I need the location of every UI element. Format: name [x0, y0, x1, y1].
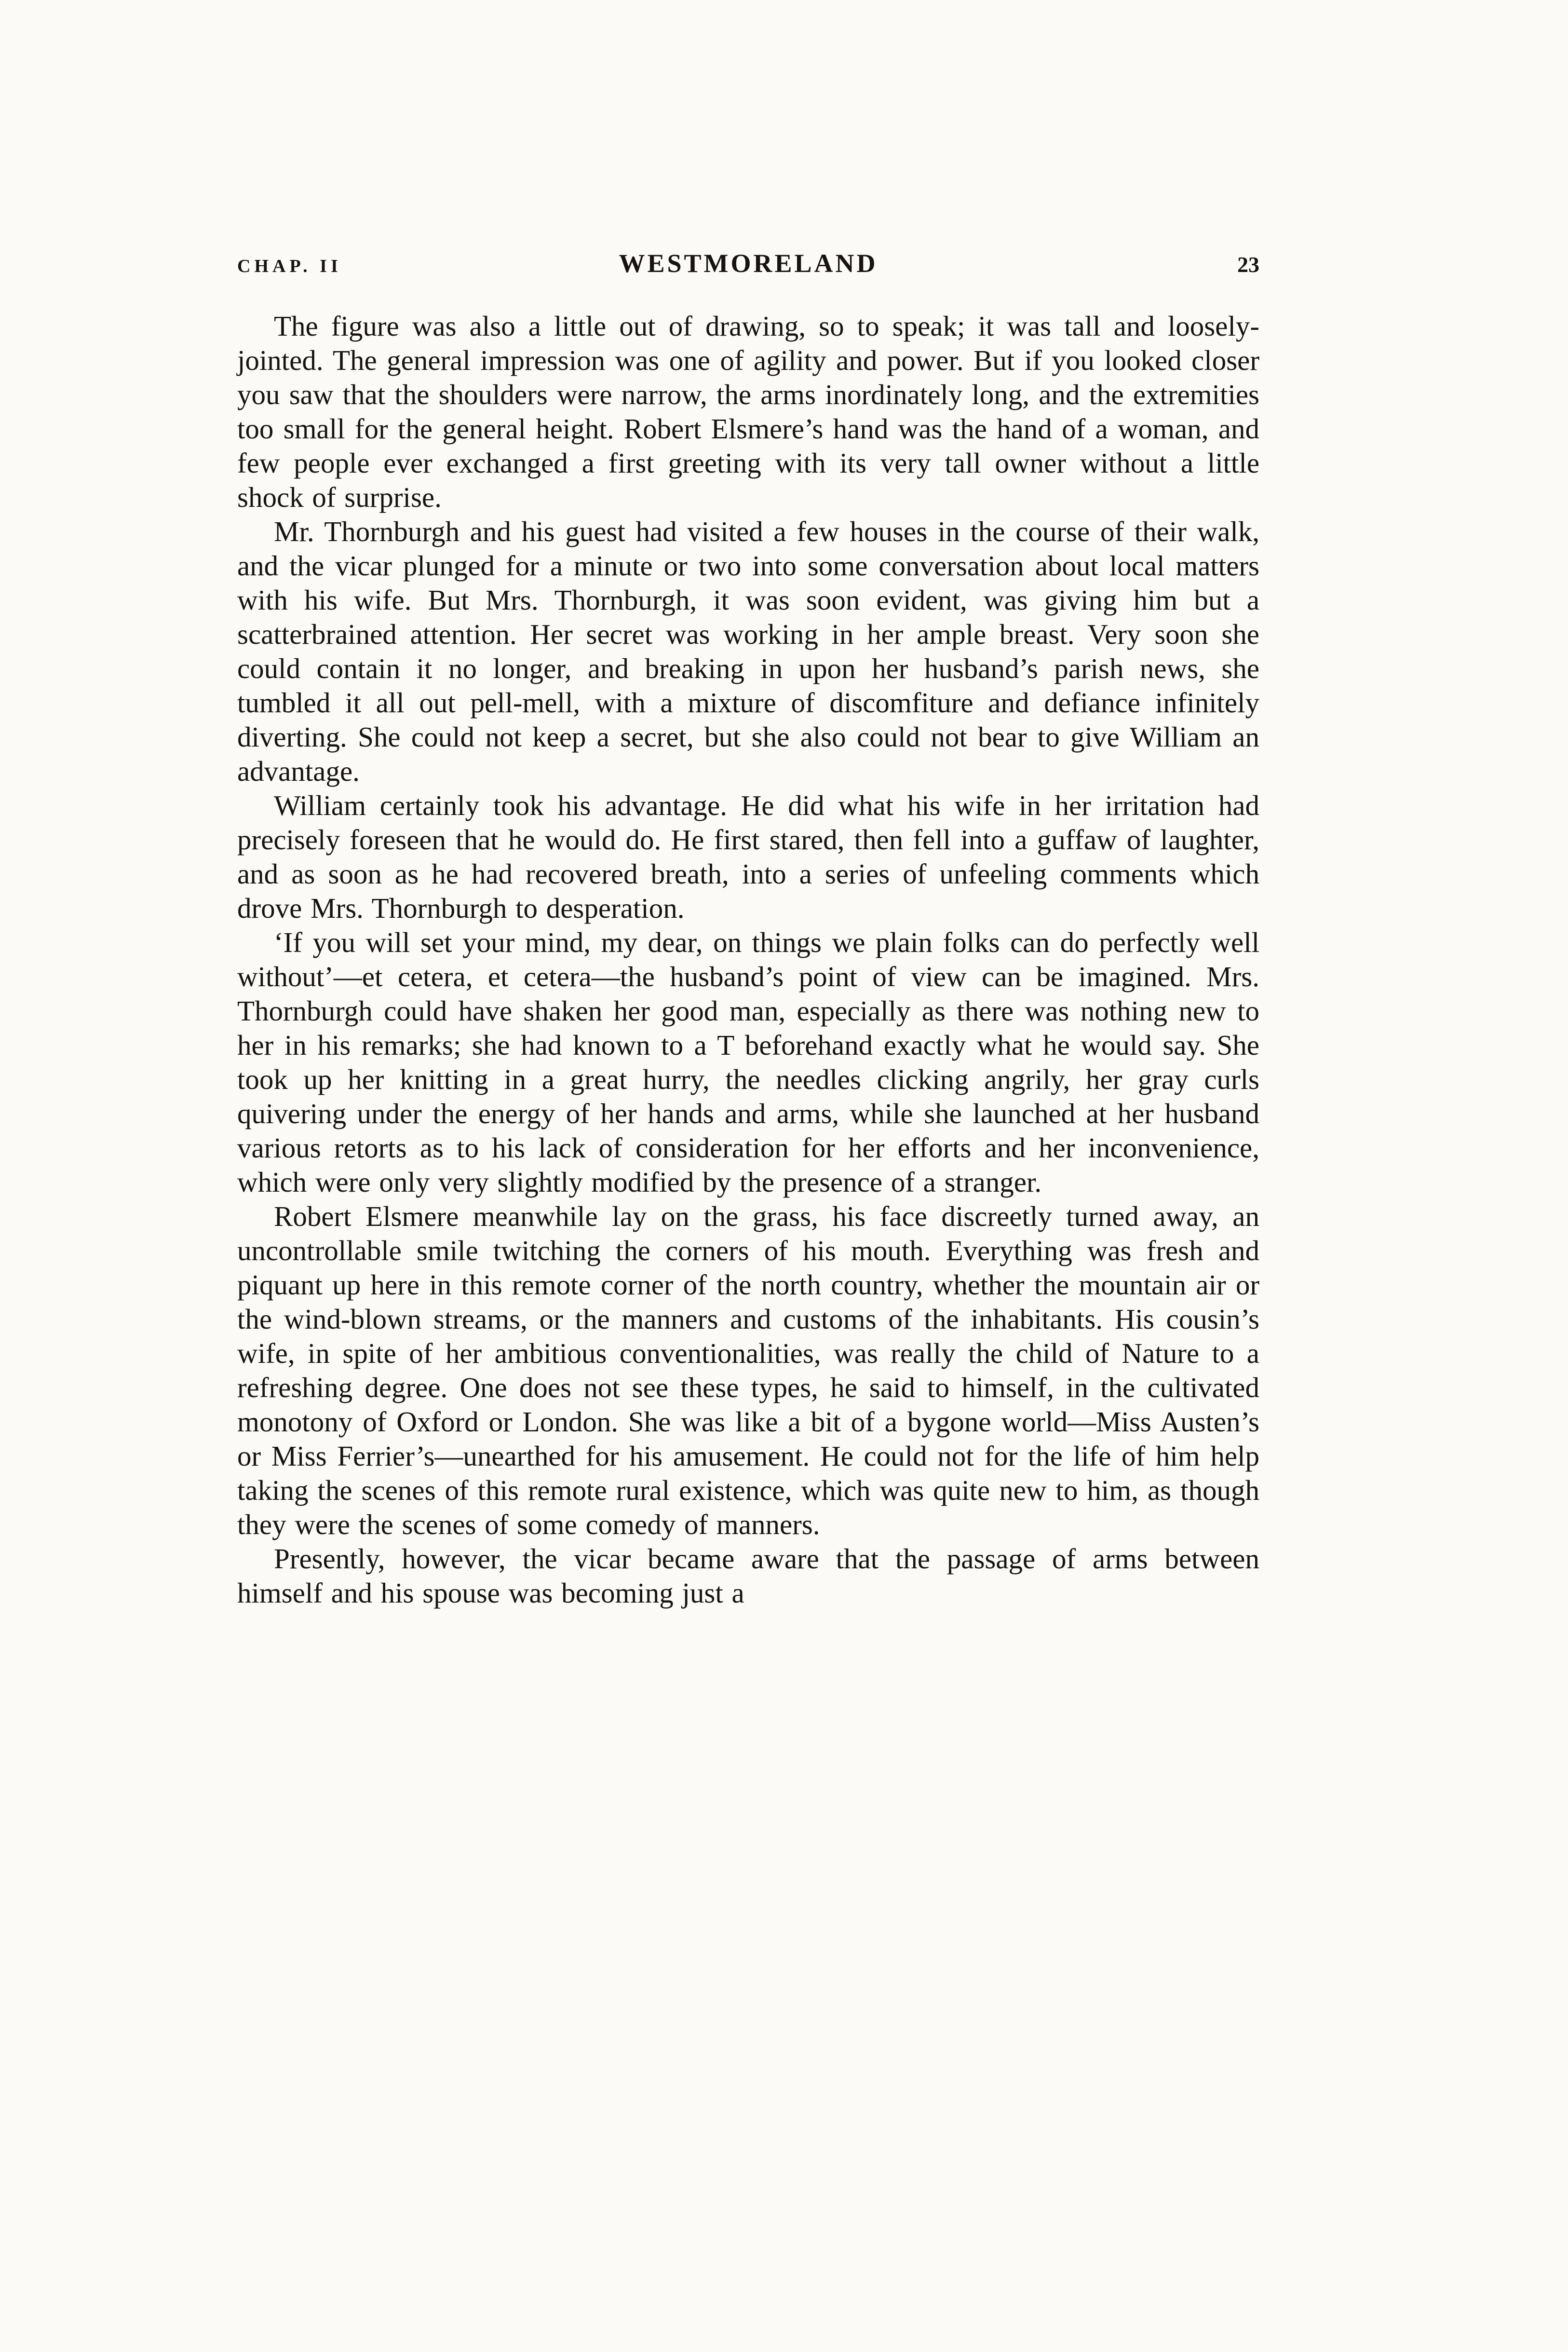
paragraph: William certainly took his advantage. He did what his wife in her irritation had precisely foreseen that he would do. He first stared, then fell into a guffaw of laughter, and as soon as he had recovered breath, into a series of unfeeling comments which drove Mrs. Thornburgh to desperation. [237, 789, 1259, 924]
paragraph: The figure was also a little out of drawing, so to speak; it was tall and loosely-jointed. The general impression was one of agility and power. But if you looked closer you saw that the shoulders were narrow, the arms inordinately long, and the extremities too small for the general height. Robert Elsmere’s hand was the hand of a woman, and few people ever exchanged a first greeting with its very tall owner without a little shock of surprise. [237, 310, 1259, 513]
paragraph: ‘If you will set your mind, my dear, on things we plain folks can do perfectly well without’—et cetera, et cetera—the husband’s point of view can be imagined. Mrs. Thornburgh could have shaken her good man, especially as there was nothing new to her in his remarks; she had known to a T beforehand exactly what he would say. She took up her knitting in a great hurry, the needles clicking angrily, her gray curls quivering under the energy of her hands and arms, while she launched at her husband various retorts as to his lack of consideration for her efforts and her inconvenience, which were only very slightly modified by the presence of a stranger. [237, 926, 1259, 1198]
chapter-label: CHAP. II [237, 256, 342, 276]
text-block [237, 248, 1259, 1610]
page-body [237, 309, 1259, 1610]
page-title: WESTMORELAND [619, 249, 878, 278]
running-head [237, 248, 1259, 278]
paragraph: Mr. Thornburgh and his guest had visited a few houses in the course of their walk, and the vicar plunged for a minute or two into some conversation about local matters with his wife. But Mrs. Thornburgh, it was soon evident, was giving him but a scatterbrained attention. Her secret was working in her ample breast. Very soon she could contain it no longer, and breaking in upon her husband’s parish news, she tumbled it all out pell-mell, with a mixture of discomfiture and defiance infinitely diverting. She could not keep a secret, but she also could not bear to give William an advantage. [237, 516, 1259, 787]
page-number: 23 [1237, 252, 1259, 277]
paragraph: Presently, however, the vicar became aware that the passage of arms between himself and his spouse was becoming just a [237, 1543, 1259, 1609]
paragraph: Robert Elsmere meanwhile lay on the grass, his face discreetly turned away, an uncontrollable smile twitching the corners of his mouth. Everything was fresh and piquant up here in this remote corner of the north country, whether the mountain air or the wind-blown streams, or the manners and customs of the inhabitants. His cousin’s wife, in spite of her ambitious conventionalities, was really the child of Nature to a refreshing degree. One does not see these types, he said to himself, in the cultivated monotony of Oxford or London. She was like a bit of a bygone world—Miss Austen’s or Miss Ferrier’s—unearthed for his amusement. He could not for the life of him help taking the scenes of this remote rural existence, which was quite new to him, as though they were the scenes of some comedy of manners. [237, 1200, 1259, 1540]
